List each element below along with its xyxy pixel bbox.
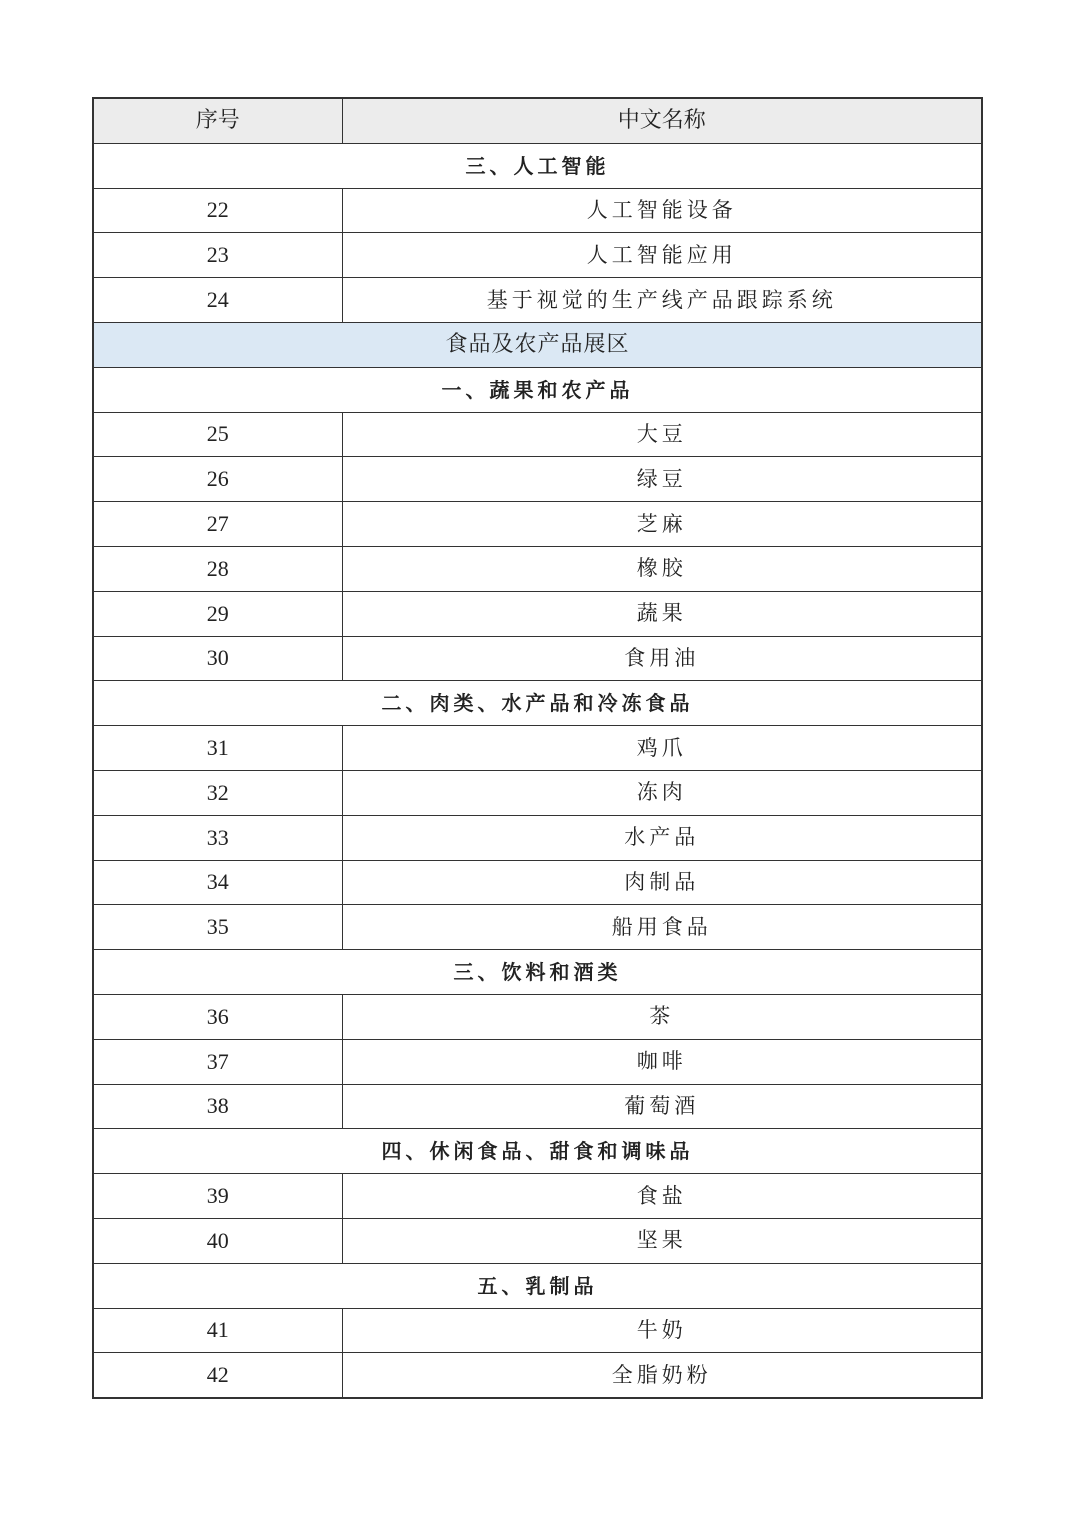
- table-row: [93, 457, 982, 502]
- table-row: [93, 1308, 982, 1353]
- row-name: 橡胶: [342, 546, 982, 591]
- row-number: 33: [93, 815, 342, 860]
- row-number: 26: [93, 457, 342, 502]
- section-heading: 三、饮料和酒类: [93, 950, 982, 995]
- table-row: [93, 726, 982, 771]
- table-row: [93, 994, 982, 1039]
- section-heading-row: [93, 1263, 982, 1308]
- section-heading: 三、人工智能: [93, 143, 982, 188]
- row-number: 35: [93, 905, 342, 950]
- table-row: [93, 905, 982, 950]
- table-row: [93, 546, 982, 591]
- row-name: 绿豆: [342, 457, 982, 502]
- header-number: 序号: [93, 98, 342, 143]
- table-row: [93, 1353, 982, 1398]
- table-row: [93, 502, 982, 547]
- row-number: 25: [93, 412, 342, 457]
- section-heading-row: [93, 367, 982, 412]
- zone-heading-row: [93, 322, 982, 367]
- row-number: 34: [93, 860, 342, 905]
- row-number: 22: [93, 188, 342, 233]
- section-heading: 四、休闲食品、甜食和调味品: [93, 1129, 982, 1174]
- table-row: [93, 860, 982, 905]
- row-number: 40: [93, 1218, 342, 1263]
- table-row: [93, 233, 982, 278]
- table-row: [93, 1084, 982, 1129]
- row-name: 肉制品: [342, 860, 982, 905]
- table-body: [93, 143, 982, 1398]
- row-name: 咖啡: [342, 1039, 982, 1084]
- table-row: [93, 188, 982, 233]
- table-row: [93, 278, 982, 323]
- row-number: 23: [93, 233, 342, 278]
- table-header-row: [93, 98, 982, 143]
- row-name: 食盐: [342, 1174, 982, 1219]
- row-number: 32: [93, 770, 342, 815]
- table-row: [93, 636, 982, 681]
- table-row: [93, 591, 982, 636]
- table-row: [93, 412, 982, 457]
- row-number: 27: [93, 502, 342, 547]
- row-number: 29: [93, 591, 342, 636]
- row-name: 坚果: [342, 1218, 982, 1263]
- table-row: [93, 1174, 982, 1219]
- section-heading-row: [93, 681, 982, 726]
- row-number: 39: [93, 1174, 342, 1219]
- section-heading: 二、肉类、水产品和冷冻食品: [93, 681, 982, 726]
- section-heading-row: [93, 143, 982, 188]
- section-heading-row: [93, 1129, 982, 1174]
- row-name: 食用油: [342, 636, 982, 681]
- row-name: 人工智能设备: [342, 188, 982, 233]
- exhibit-table: [92, 97, 983, 1399]
- row-name: 芝麻: [342, 502, 982, 547]
- header-name: 中文名称: [342, 98, 982, 143]
- row-number: 37: [93, 1039, 342, 1084]
- zone-heading: 食品及农产品展区: [93, 322, 982, 367]
- row-number: 38: [93, 1084, 342, 1129]
- row-number: 28: [93, 546, 342, 591]
- row-number: 24: [93, 278, 342, 323]
- row-name: 船用食品: [342, 905, 982, 950]
- table-row: [93, 1218, 982, 1263]
- section-heading: 五、乳制品: [93, 1263, 982, 1308]
- row-number: 36: [93, 994, 342, 1039]
- row-name: 大豆: [342, 412, 982, 457]
- row-name: 鸡爪: [342, 726, 982, 771]
- table-row: [93, 815, 982, 860]
- row-name: 蔬果: [342, 591, 982, 636]
- row-name: 葡萄酒: [342, 1084, 982, 1129]
- row-name: 茶: [342, 994, 982, 1039]
- row-number: 41: [93, 1308, 342, 1353]
- row-number: 42: [93, 1353, 342, 1398]
- row-number: 30: [93, 636, 342, 681]
- table-row: [93, 1039, 982, 1084]
- table-row: [93, 770, 982, 815]
- row-name: 人工智能应用: [342, 233, 982, 278]
- row-number: 31: [93, 726, 342, 771]
- row-name: 冻肉: [342, 770, 982, 815]
- row-name: 基于视觉的生产线产品跟踪系统: [342, 278, 982, 323]
- row-name: 全脂奶粉: [342, 1353, 982, 1398]
- row-name: 牛奶: [342, 1308, 982, 1353]
- section-heading: 一、蔬果和农产品: [93, 367, 982, 412]
- row-name: 水产品: [342, 815, 982, 860]
- section-heading-row: [93, 950, 982, 995]
